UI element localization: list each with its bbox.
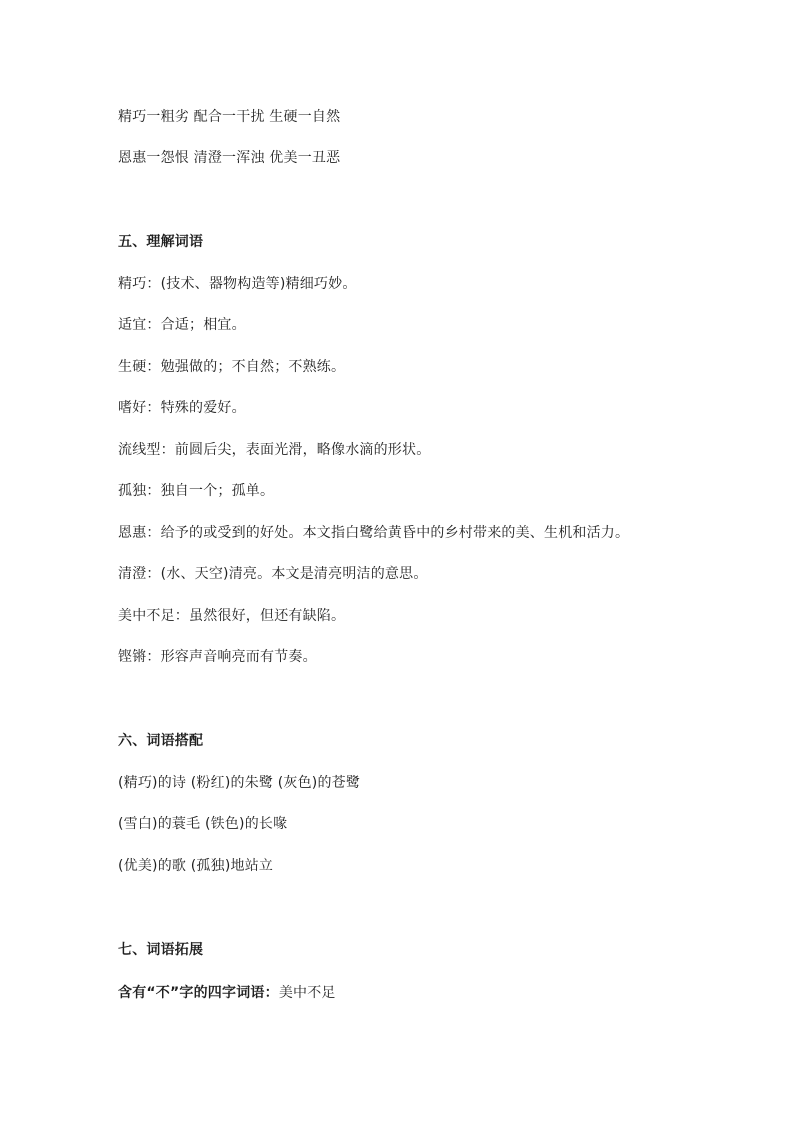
section-6-heading: 六、词语搭配 (118, 733, 204, 749)
definition-item: 适宜：合适；相宜。 (118, 317, 246, 333)
expansion-label: 含有“不”字的四字词语： (118, 985, 279, 1001)
definition-item: 生硬：勉强做的；不自然；不熟练。 (118, 359, 346, 375)
collocation-line: (精巧)的诗 (粉红)的朱鹭 (灰色)的苍鹭 (118, 775, 361, 791)
antonym-line-2: 恩惠一怨恨 清澄一浑浊 优美一丑恶 (118, 150, 341, 166)
definition-item: 美中不足：虽然很好，但还有缺陷。 (118, 608, 346, 624)
definition-item: 孤独：独自一个；孤单。 (118, 483, 275, 499)
expansion-line (118, 983, 336, 1003)
definition-item: 嗜好：特殊的爱好。 (118, 400, 246, 416)
definition-item: 清澄：(水、天空)清亮。本文是清亮明洁的意思。 (118, 566, 428, 582)
collocation-line: (雪白)的蓑毛 (铁色)的长喙 (118, 816, 288, 832)
definition-item: 铿锵：形容声音响亮而有节奏。 (118, 649, 317, 665)
antonym-line-1: 精巧一粗劣 配合一干扰 生硬一自然 (118, 109, 341, 125)
definition-item: 恩惠：给予的或受到的好处。本文指白鹭给黄昏中的乡村带来的美、生机和活力。 (118, 525, 630, 541)
section-5-heading: 五、理解词语 (118, 234, 204, 250)
expansion-value: 美中不足 (278, 985, 336, 1001)
definition-item: 流线型：前圆后尖，表面光滑，略像水滴的形状。 (118, 442, 431, 458)
definition-item: 精巧：(技术、器物构造等)精细巧妙。 (118, 276, 357, 292)
section-7-heading: 七、词语拓展 (118, 942, 204, 958)
collocation-line: (优美)的歌 (孤独)地站立 (118, 858, 274, 874)
